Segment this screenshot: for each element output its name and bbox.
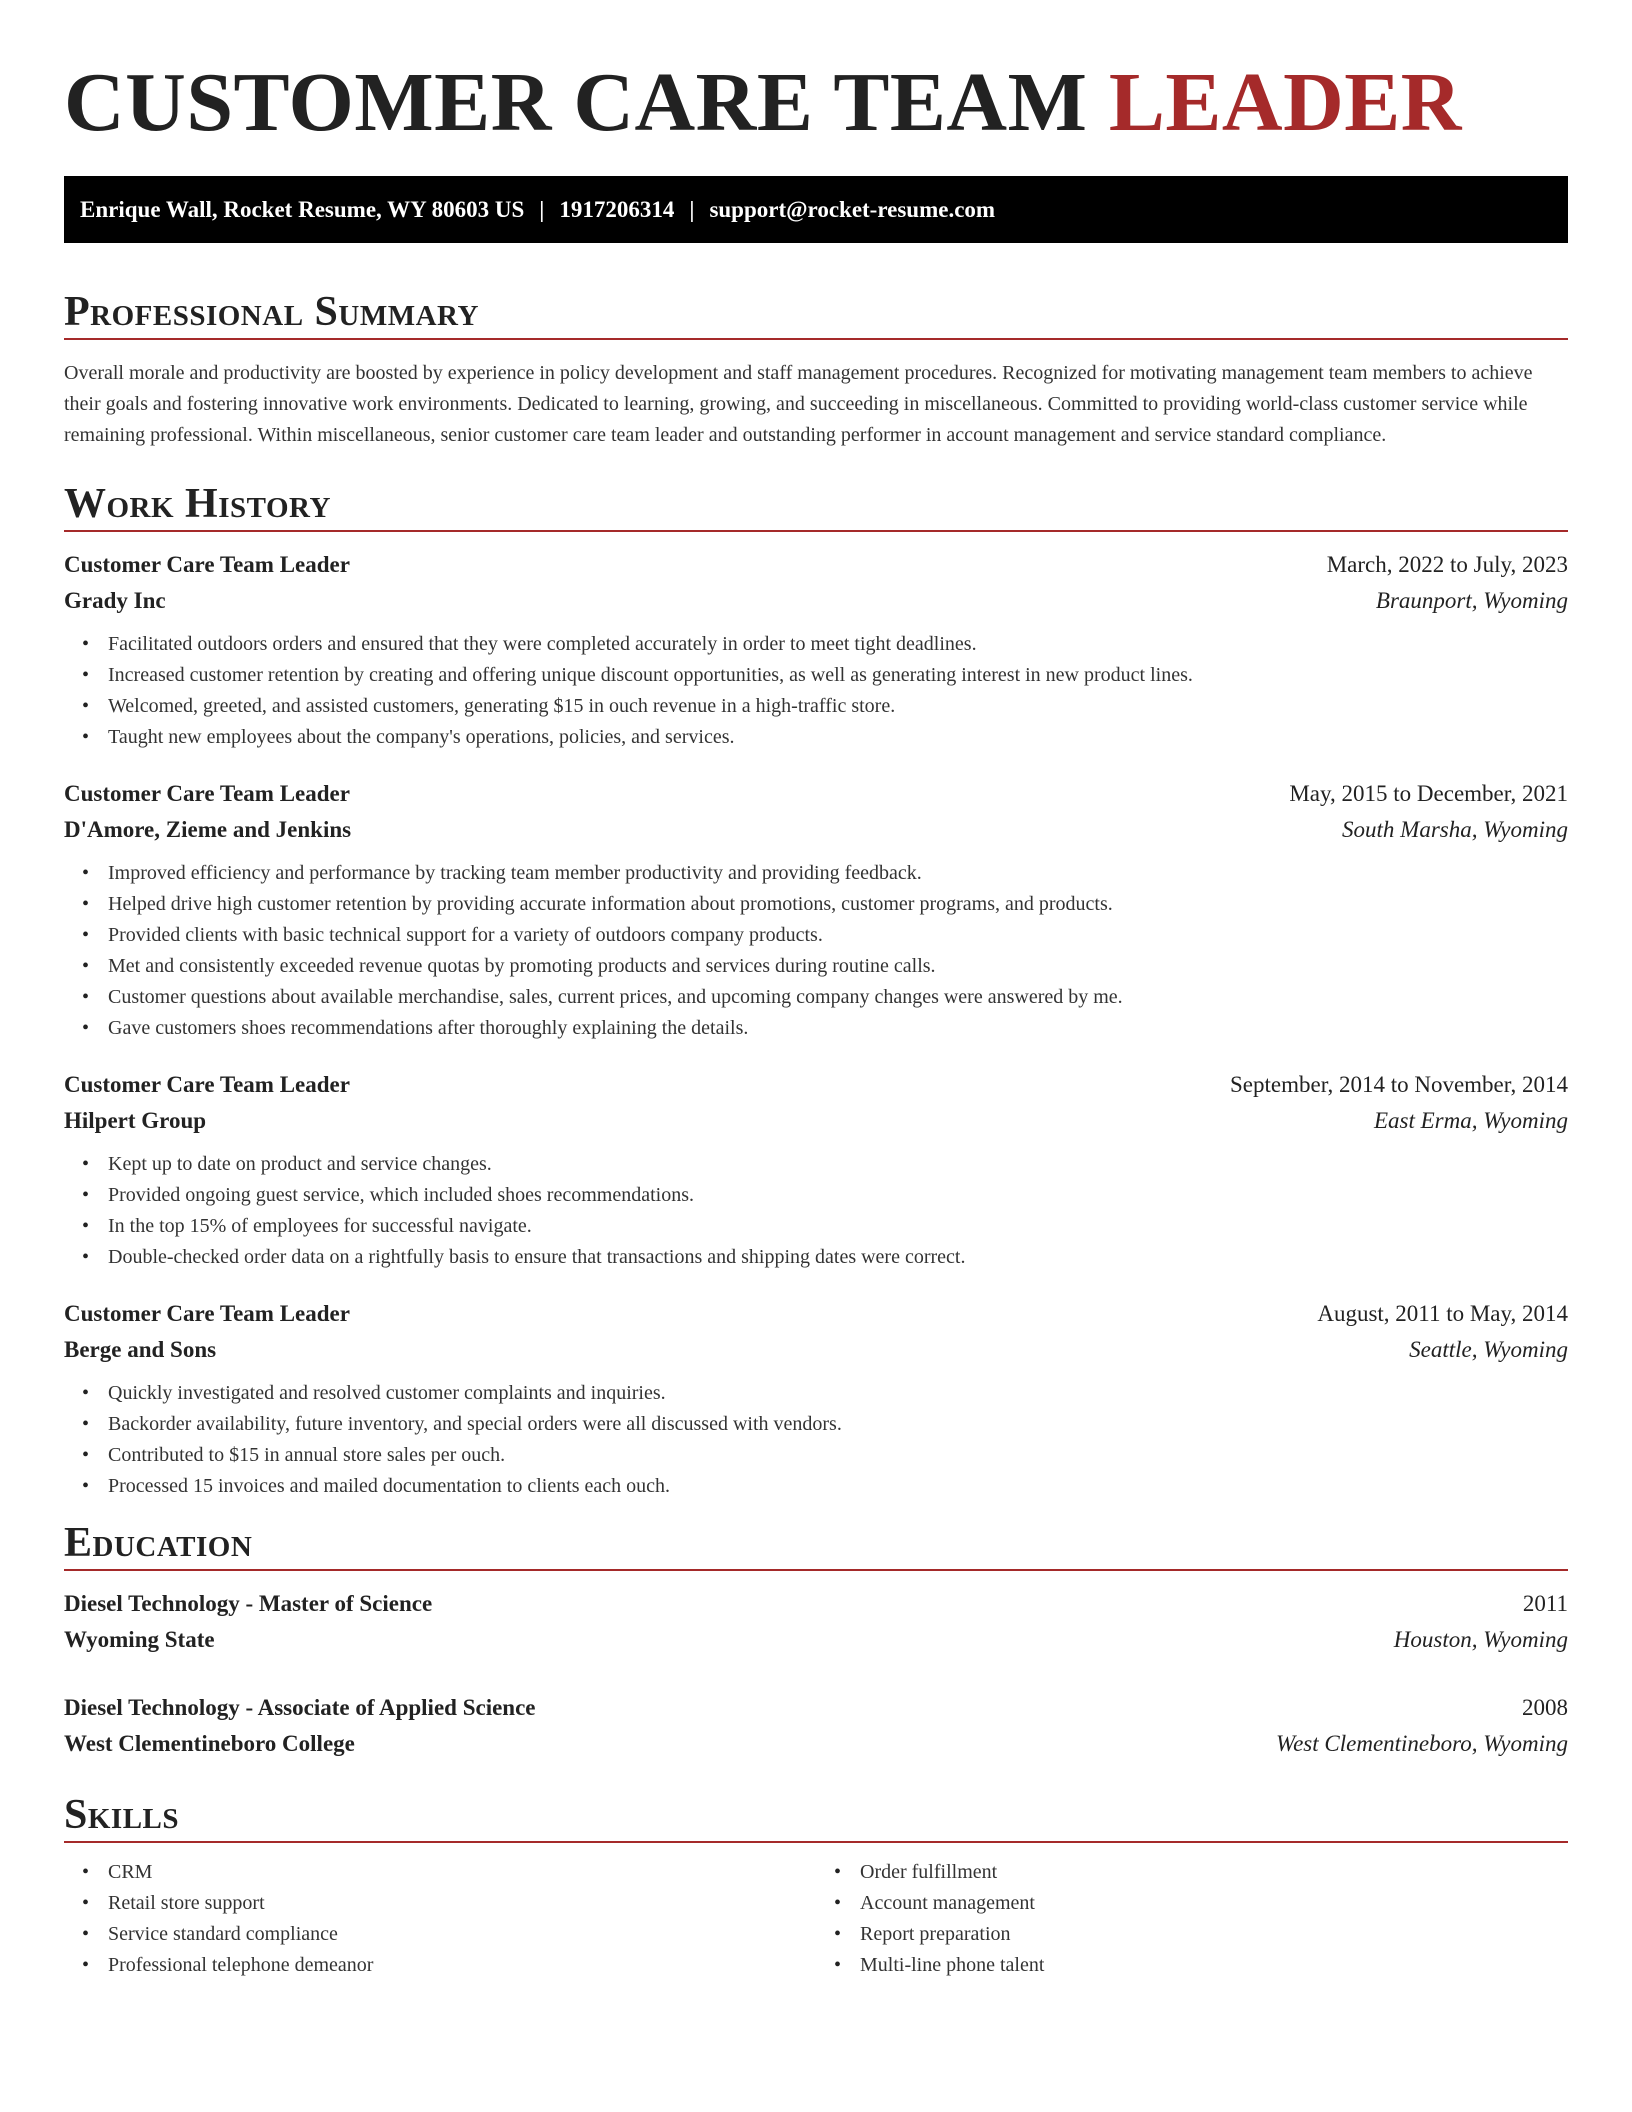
section-divider (64, 1569, 1568, 1571)
job-location: South Marsha, Wyoming (1342, 817, 1568, 842)
skills-list-left (64, 1857, 816, 1981)
list-item: • Taught new employees about the company's operations, policies, and services. (108, 722, 1568, 753)
section-divider (64, 530, 1568, 532)
skill-item: • Report preparation (860, 1919, 1568, 1950)
job-bullets (64, 1149, 1568, 1273)
job-header-row (64, 1067, 1568, 1103)
education-school-row (64, 1726, 1568, 1762)
skill-item: • Professional telephone demeanor (108, 1950, 816, 1981)
job-entry (64, 776, 1568, 1044)
education-year: 2011 (1522, 1591, 1568, 1616)
list-item: • Provided clients with basic technical support for a variety of outdoors company products. (108, 920, 1568, 951)
skill-item: • CRM (108, 1857, 816, 1888)
job-company-row (64, 583, 1568, 619)
list-item: • Met and consistently exceeded revenue quotas by promoting products and services during routine calls. (108, 951, 1568, 982)
job-dates: September, 2014 to November, 2014 (1230, 1072, 1568, 1097)
skill-item: • Order fulfillment (860, 1857, 1568, 1888)
skill-item: • Account management (860, 1888, 1568, 1919)
education-school: West Clementineboro College (64, 1731, 355, 1756)
education-degree: Diesel Technology - Master of Science (64, 1591, 433, 1616)
list-item: • Increased customer retention by creating and offering unique discount opportunities, as well as generating interest in new product lines. (108, 660, 1568, 691)
job-company: Grady Inc (64, 588, 166, 613)
education-entry (64, 1690, 1568, 1762)
job-company-row (64, 1103, 1568, 1139)
job-entry (64, 1067, 1568, 1273)
education-degree-row (64, 1586, 1568, 1622)
job-company-row (64, 812, 1568, 848)
education-section (64, 1518, 1568, 1762)
list-item: • Helped drive high customer retention by providing accurate information about promotions, customer programs, and products. (108, 889, 1568, 920)
job-company: Hilpert Group (64, 1108, 207, 1133)
contact-separator: | (539, 197, 545, 222)
skill-item: • Retail store support (108, 1888, 816, 1919)
skills-list-right (816, 1857, 1568, 1981)
section-divider (64, 1841, 1568, 1843)
skill-item: • Service standard compliance (108, 1919, 816, 1950)
job-company-row (64, 1332, 1568, 1368)
job-dates: May, 2015 to December, 2021 (1289, 781, 1568, 806)
job-dates: March, 2022 to July, 2023 (1326, 552, 1568, 577)
title-accent: LEADER (1108, 56, 1462, 149)
contact-bar (64, 176, 1568, 243)
page-title (64, 0, 1568, 148)
education-heading: Education (64, 1520, 253, 1566)
job-entry (64, 547, 1568, 753)
list-item: • Provided ongoing guest service, which included shoes recommendations. (108, 1180, 1568, 1211)
list-item: • Gave customers shoes recommendations after thoroughly explaining the details. (108, 1013, 1568, 1044)
contact-email: support@rocket-resume.com (709, 197, 996, 222)
contact-phone: 1917206314 (559, 197, 675, 222)
list-item: • Quickly investigated and resolved customer complaints and inquiries. (108, 1378, 1568, 1409)
job-header-row (64, 547, 1568, 583)
job-company: D'Amore, Zieme and Jenkins (64, 817, 352, 842)
education-degree: Diesel Technology - Associate of Applied Science (64, 1695, 536, 1720)
list-item: • In the top 15% of employees for successful navigate. (108, 1211, 1568, 1242)
list-item: • Customer questions about available merchandise, sales, current prices, and upcoming company changes were answered by me. (108, 982, 1568, 1013)
contact-address: Enrique Wall, Rocket Resume, WY 80603 US (80, 197, 525, 222)
skill-item: • Multi-line phone talent (860, 1950, 1568, 1981)
education-year: 2008 (1522, 1695, 1568, 1720)
work-history-section (64, 479, 1568, 1502)
title-main: CUSTOMER CARE TEAM (64, 56, 1088, 149)
list-item: • Facilitated outdoors orders and ensured that they were completed accurately in order to meet tight deadlines. (108, 629, 1568, 660)
summary-text: Overall morale and productivity are boosted by experience in policy development and staff management procedures. Recognized for motivating management team members to achieve their goals and fostering innovative work environments. Dedicated to learning, growing, and succeeding in miscellaneous. Committed to providing world-class customer service while remaining professional. Within miscellaneous, senior customer care team leader and outstanding performer in account management and service standard compliance. (64, 362, 1533, 446)
skills-heading: Skills (64, 1792, 180, 1838)
list-item: • Double-checked order data on a rightfully basis to ensure that transactions and shipping dates were correct. (108, 1242, 1568, 1273)
list-item: • Backorder availability, future inventory, and special orders were all discussed with vendors. (108, 1409, 1568, 1440)
job-bullets (64, 858, 1568, 1044)
education-school-row (64, 1622, 1568, 1658)
list-item: • Improved efficiency and performance by tracking team member productivity and providing feedback. (108, 858, 1568, 889)
skills-section (64, 1790, 1568, 1981)
list-item: • Kept up to date on product and service changes. (108, 1149, 1568, 1180)
job-title: Customer Care Team Leader (64, 552, 350, 577)
job-location: Braunport, Wyoming (1375, 588, 1568, 613)
job-header-row (64, 1296, 1568, 1332)
job-location: Seattle, Wyoming (1409, 1337, 1568, 1362)
list-item: • Welcomed, greeted, and assisted customers, generating $15 in ouch revenue in a high-traffic store. (108, 691, 1568, 722)
education-degree-row (64, 1690, 1568, 1726)
work-history-heading: Work History (64, 481, 331, 527)
job-dates: August, 2011 to May, 2014 (1317, 1301, 1568, 1326)
job-bullets (64, 1378, 1568, 1502)
job-bullets (64, 629, 1568, 753)
education-location: West Clementineboro, Wyoming (1276, 1731, 1568, 1756)
job-title: Customer Care Team Leader (64, 1301, 350, 1326)
contact-separator: | (689, 197, 695, 222)
education-school: Wyoming State (64, 1627, 215, 1652)
summary-heading: Professional Summary (64, 289, 479, 335)
list-item: • Processed 15 invoices and mailed documentation to clients each ouch. (108, 1471, 1568, 1502)
job-entry (64, 1296, 1568, 1502)
job-title: Customer Care Team Leader (64, 1072, 350, 1097)
job-title: Customer Care Team Leader (64, 781, 350, 806)
list-item: • Contributed to $15 in annual store sales per ouch. (108, 1440, 1568, 1471)
education-location: Houston, Wyoming (1393, 1627, 1568, 1652)
education-entry (64, 1586, 1568, 1658)
job-header-row (64, 776, 1568, 812)
job-location: East Erma, Wyoming (1373, 1108, 1568, 1133)
job-company: Berge and Sons (64, 1337, 217, 1362)
summary-section (64, 287, 1568, 451)
skills-columns (64, 1857, 1568, 1981)
